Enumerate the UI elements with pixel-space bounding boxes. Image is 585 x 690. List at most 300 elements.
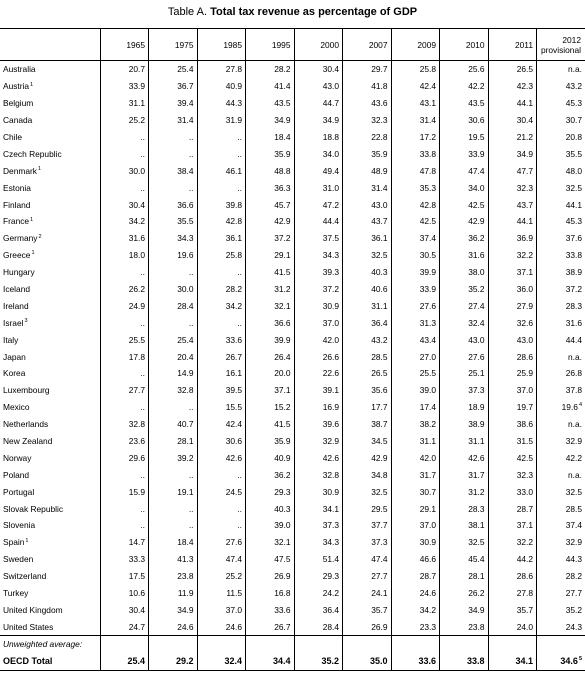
value-cell-2007: 26.9 bbox=[343, 618, 392, 635]
country-name: Japan bbox=[3, 351, 26, 362]
value-cell-2011: 43.0 bbox=[488, 331, 537, 348]
value-cell-2000: 42.6 bbox=[294, 449, 343, 466]
value-cell-2007: 26.5 bbox=[343, 365, 392, 382]
value-cell-2000: 51.4 bbox=[294, 551, 343, 568]
country-name: Luxembourg bbox=[3, 385, 50, 396]
value-cell-1985: 46.1 bbox=[197, 162, 246, 179]
value-cell-2010: 38.9 bbox=[440, 416, 489, 433]
value-cell-2000: 43.0 bbox=[294, 78, 343, 95]
value-cell-2012: 30.7 bbox=[537, 112, 585, 129]
value-cell-1995: 41.5 bbox=[246, 264, 295, 281]
value-cell-1965: 15.9 bbox=[100, 483, 149, 500]
value-cell-2009: 47.8 bbox=[391, 162, 440, 179]
value-cell-2011: 19.7 bbox=[488, 399, 537, 416]
table-row bbox=[0, 314, 585, 331]
value-cell-1985: 27.8 bbox=[197, 61, 246, 78]
value-cell-2012: 37.8 bbox=[537, 382, 585, 399]
value-cell-1995: 26.7 bbox=[246, 618, 295, 635]
footnote-marker: 1 bbox=[30, 216, 34, 223]
value-cell-1995: 16.8 bbox=[246, 585, 295, 602]
country-name: Slovenia bbox=[3, 520, 36, 531]
value-cell-1965: 17.8 bbox=[100, 348, 149, 365]
value-cell-1965: 18.0 bbox=[100, 247, 149, 264]
value-cell-2012: 32.9 bbox=[537, 534, 585, 551]
table-row bbox=[0, 348, 585, 365]
value-cell-2009: 30.7 bbox=[391, 483, 440, 500]
value-cell-2011: 27.9 bbox=[488, 297, 537, 314]
footnote-marker: 1 bbox=[37, 165, 42, 172]
value-cell-2000: 34.1 bbox=[294, 500, 343, 517]
value-cell-2012: 19.6$^4$ bbox=[537, 399, 585, 416]
table-row bbox=[0, 551, 585, 568]
value-cell-1975: .. bbox=[149, 145, 198, 162]
value-cell-2009: 38.2 bbox=[391, 416, 440, 433]
value-cell-2011: 30.4 bbox=[488, 112, 537, 129]
value-cell-1985: .. bbox=[197, 500, 246, 517]
value-cell-2011: 36.0 bbox=[488, 281, 537, 298]
value-cell-2012: 31.6 bbox=[537, 314, 585, 331]
country-name: Australia bbox=[3, 64, 36, 75]
header-row bbox=[0, 29, 585, 61]
value-cell-2009: 30.5 bbox=[391, 247, 440, 264]
value-cell-2010: 37.3 bbox=[440, 382, 489, 399]
value-cell-1995: 35.9 bbox=[246, 145, 295, 162]
value-cell-2009: 29.1 bbox=[391, 500, 440, 517]
value-cell-2010: 42.2 bbox=[440, 78, 489, 95]
value-cell-2009: 42.8 bbox=[391, 196, 440, 213]
value-cell-2010: 26.2 bbox=[440, 585, 489, 602]
value-cell-2011: 21.2 bbox=[488, 129, 537, 146]
value-cell-1965: .. bbox=[100, 466, 149, 483]
value-cell-2000: 37.5 bbox=[294, 230, 343, 247]
value-cell-2011: 32.2 bbox=[488, 534, 537, 551]
value-cell-2000: 31.0 bbox=[294, 179, 343, 196]
empty-cell bbox=[440, 636, 489, 653]
value-cell-2009: 35.3 bbox=[391, 179, 440, 196]
value-cell-2007: 40.3 bbox=[343, 264, 392, 281]
value-cell-2007: 27.7 bbox=[343, 568, 392, 585]
country-name: Hungary bbox=[3, 267, 35, 278]
value-cell-2000: 37.0 bbox=[294, 314, 343, 331]
value-cell-1965: .. bbox=[100, 517, 149, 534]
empty-cell bbox=[246, 636, 295, 653]
value-cell-1985: 39.5 bbox=[197, 382, 246, 399]
value-cell-1975: 19.6 bbox=[149, 247, 198, 264]
value-cell-2000: 42.0 bbox=[294, 331, 343, 348]
total-row bbox=[0, 652, 585, 671]
value-cell-2000: 34.0 bbox=[294, 145, 343, 162]
table-title-prefix: Table A. bbox=[167, 6, 208, 18]
value-cell-1965: .. bbox=[100, 129, 149, 146]
value-cell-2012: 20.8 bbox=[537, 129, 585, 146]
value-cell-2011: 44.2 bbox=[488, 551, 537, 568]
value-cell-2012: 28.3 bbox=[537, 297, 585, 314]
table-row bbox=[0, 534, 585, 551]
value-cell-1985: 34.2 bbox=[197, 297, 246, 314]
value-cell-1965: 33.9 bbox=[100, 78, 149, 95]
value-cell-2000: 36.4 bbox=[294, 602, 343, 619]
value-cell-2010: 35.2 bbox=[440, 281, 489, 298]
value-cell-2007: 43.6 bbox=[343, 95, 392, 112]
value-cell-2011: 43.7 bbox=[488, 196, 537, 213]
value-cell-2012: 35.2 bbox=[537, 602, 585, 619]
value-cell-2011: 35.7 bbox=[488, 602, 537, 619]
value-cell-1995: 43.5 bbox=[246, 95, 295, 112]
value-cell-1975: 19.1 bbox=[149, 483, 198, 500]
value-cell-2012: 44.4 bbox=[537, 331, 585, 348]
value-cell-1995: 47.5 bbox=[246, 551, 295, 568]
value-cell-2010: 19.5 bbox=[440, 129, 489, 146]
value-cell-2012: 32.5 bbox=[537, 483, 585, 500]
value-cell-2000: 34.9 bbox=[294, 112, 343, 129]
value-cell-2009: 25.8 bbox=[391, 61, 440, 78]
value-cell-2007: 32.5 bbox=[343, 483, 392, 500]
value-cell-2007: 31.4 bbox=[343, 179, 392, 196]
empty-cell bbox=[488, 636, 537, 653]
table-row bbox=[0, 568, 585, 585]
value-cell-2007: 29.7 bbox=[343, 61, 392, 78]
value-cell-2011: 28.6 bbox=[488, 348, 537, 365]
value-cell-2011: 47.7 bbox=[488, 162, 537, 179]
value-cell-2000: 22.6 bbox=[294, 365, 343, 382]
table-row bbox=[0, 179, 585, 196]
value-cell-2007: 31.1 bbox=[343, 297, 392, 314]
country-name: Greece$^1$ bbox=[3, 250, 35, 261]
value-cell-2012: 26.8 bbox=[537, 365, 585, 382]
value-cell-1965: 23.6 bbox=[100, 433, 149, 450]
value-cell-1965: 34.2 bbox=[100, 213, 149, 230]
value-cell-2010: 31.2 bbox=[440, 483, 489, 500]
value-cell-1975: 11.9 bbox=[149, 585, 198, 602]
table-row bbox=[0, 129, 585, 146]
value-cell-2000: 30.4 bbox=[294, 61, 343, 78]
value-cell-1995: 29.3 bbox=[246, 483, 295, 500]
value-cell-2007: 48.9 bbox=[343, 162, 392, 179]
value-cell-1985: .. bbox=[197, 145, 246, 162]
value-cell-2000: 34.3 bbox=[294, 247, 343, 264]
table-row bbox=[0, 382, 585, 399]
value-cell-2010: 33.9 bbox=[440, 145, 489, 162]
value-cell-2007: 34.5 bbox=[343, 433, 392, 450]
value-cell-2009: 27.6 bbox=[391, 297, 440, 314]
value-cell-1975: 23.8 bbox=[149, 568, 198, 585]
country-name: Spain$^1$ bbox=[3, 537, 29, 548]
value-cell-2009: 31.4 bbox=[391, 112, 440, 129]
empty-cell bbox=[391, 636, 440, 653]
column-header-2000: 2000 bbox=[294, 29, 343, 61]
value-cell-2009: 17.2 bbox=[391, 129, 440, 146]
value-cell-2009: 33.9 bbox=[391, 281, 440, 298]
value-cell-2011: 32.6 bbox=[488, 314, 537, 331]
table-row bbox=[0, 264, 585, 281]
value-cell-2010: 45.4 bbox=[440, 551, 489, 568]
value-cell-1995: 34.9 bbox=[246, 112, 295, 129]
value-cell-1985: 26.7 bbox=[197, 348, 246, 365]
value-cell-2009: 42.4 bbox=[391, 78, 440, 95]
value-cell-2012: 24.3 bbox=[537, 618, 585, 635]
value-cell-1985: 16.1 bbox=[197, 365, 246, 382]
value-cell-2012: 32.9 bbox=[537, 433, 585, 450]
table-row bbox=[0, 145, 585, 162]
value-cell-1975: .. bbox=[149, 179, 198, 196]
value-cell-2009: 31.3 bbox=[391, 314, 440, 331]
country-name: Poland bbox=[3, 469, 30, 480]
footnote-marker: 5 bbox=[578, 656, 582, 663]
empty-cell bbox=[537, 636, 585, 653]
tax-revenue-table bbox=[0, 28, 585, 671]
value-cell-2011: 24.0 bbox=[488, 618, 537, 635]
value-cell-2007: 32.5 bbox=[343, 247, 392, 264]
value-cell-2000: 39.6 bbox=[294, 416, 343, 433]
table-row bbox=[0, 585, 585, 602]
table-row bbox=[0, 466, 585, 483]
value-cell-2000: 28.4 bbox=[294, 618, 343, 635]
table-title-text: Total tax revenue as percentage of GDP bbox=[210, 6, 418, 18]
country-name: Switzerland bbox=[3, 571, 47, 582]
value-cell-2012: 33.8 bbox=[537, 247, 585, 264]
value-cell-1975: 18.4 bbox=[149, 534, 198, 551]
value-cell-2009: 17.4 bbox=[391, 399, 440, 416]
column-header-1995: 1995 bbox=[246, 29, 295, 61]
value-cell-1975: 31.4 bbox=[149, 112, 198, 129]
value-cell-2007: 35.0 bbox=[343, 652, 392, 671]
value-cell-2000: 24.2 bbox=[294, 585, 343, 602]
value-cell-1975: 20.4 bbox=[149, 348, 198, 365]
value-cell-1965: .. bbox=[100, 500, 149, 517]
value-cell-2011: 34.9 bbox=[488, 145, 537, 162]
value-cell-2007: 37.7 bbox=[343, 517, 392, 534]
table-row bbox=[0, 297, 585, 314]
value-cell-2011: 44.1 bbox=[488, 95, 537, 112]
value-cell-2009: 33.6 bbox=[391, 652, 440, 671]
table-row bbox=[0, 399, 585, 416]
table-row bbox=[0, 230, 585, 247]
value-cell-1985: .. bbox=[197, 129, 246, 146]
value-cell-1965: .. bbox=[100, 179, 149, 196]
value-cell-1975: 28.4 bbox=[149, 297, 198, 314]
value-cell-1975: 36.6 bbox=[149, 196, 198, 213]
table-row bbox=[0, 416, 585, 433]
value-cell-2000: 49.4 bbox=[294, 162, 343, 179]
value-cell-2000: 30.9 bbox=[294, 297, 343, 314]
table-row bbox=[0, 162, 585, 179]
value-cell-2011: 37.1 bbox=[488, 517, 537, 534]
value-cell-1995: 36.3 bbox=[246, 179, 295, 196]
country-name: Mexico bbox=[3, 402, 30, 413]
value-cell-1985: 33.6 bbox=[197, 331, 246, 348]
value-cell-1975: 30.0 bbox=[149, 281, 198, 298]
value-cell-2000: 26.6 bbox=[294, 348, 343, 365]
country-name: Belgium bbox=[3, 98, 34, 109]
value-cell-1995: 39.9 bbox=[246, 331, 295, 348]
value-cell-2007: 40.6 bbox=[343, 281, 392, 298]
column-header-subtitle: provisional bbox=[540, 44, 581, 55]
value-cell-2012: 44.3 bbox=[537, 551, 585, 568]
table-row bbox=[0, 433, 585, 450]
table-row bbox=[0, 618, 585, 635]
value-cell-1975: 36.7 bbox=[149, 78, 198, 95]
value-cell-2000: 39.1 bbox=[294, 382, 343, 399]
value-cell-1995: 36.2 bbox=[246, 466, 295, 483]
value-cell-1995: 40.3 bbox=[246, 500, 295, 517]
value-cell-1975: 34.3 bbox=[149, 230, 198, 247]
value-cell-1975: 35.5 bbox=[149, 213, 198, 230]
value-cell-1975: 25.4 bbox=[149, 331, 198, 348]
value-cell-2000: 37.2 bbox=[294, 281, 343, 298]
value-cell-2011: 25.9 bbox=[488, 365, 537, 382]
value-cell-2012: 37.2 bbox=[537, 281, 585, 298]
value-cell-1995: 18.4 bbox=[246, 129, 295, 146]
value-cell-1995: 35.9 bbox=[246, 433, 295, 450]
value-cell-2012: 37.6 bbox=[537, 230, 585, 247]
value-cell-2012: 27.7 bbox=[537, 585, 585, 602]
value-cell-1965: 24.9 bbox=[100, 297, 149, 314]
value-cell-1975: 28.1 bbox=[149, 433, 198, 450]
value-cell-2007: 35.7 bbox=[343, 602, 392, 619]
value-cell-2011: 28.7 bbox=[488, 500, 537, 517]
value-cell-1975: 32.8 bbox=[149, 382, 198, 399]
value-cell-1965: 24.7 bbox=[100, 618, 149, 635]
table-row bbox=[0, 112, 585, 129]
country-name: Korea bbox=[3, 368, 26, 379]
value-cell-2000: 18.8 bbox=[294, 129, 343, 146]
footnote-marker: 1 bbox=[25, 537, 29, 544]
country-name: Denmark$^1$ bbox=[3, 165, 42, 176]
value-cell-1985: .. bbox=[197, 179, 246, 196]
table-row bbox=[0, 78, 585, 95]
value-cell-1985: 30.6 bbox=[197, 433, 246, 450]
value-cell-2012: 35.5 bbox=[537, 145, 585, 162]
value-cell-1975: 25.4 bbox=[149, 61, 198, 78]
value-cell-2010: 23.8 bbox=[440, 618, 489, 635]
value-cell-1995: 31.2 bbox=[246, 281, 295, 298]
value-cell-2012: n.a. bbox=[537, 61, 585, 78]
table-body bbox=[0, 61, 585, 671]
value-cell-2007: 35.9 bbox=[343, 145, 392, 162]
value-cell-1985: 37.0 bbox=[197, 602, 246, 619]
value-cell-1995: 29.1 bbox=[246, 247, 295, 264]
column-header-2011: 2011 bbox=[488, 29, 537, 61]
value-cell-1975: 41.3 bbox=[149, 551, 198, 568]
value-cell-2007: 43.2 bbox=[343, 331, 392, 348]
value-cell-1995: 15.2 bbox=[246, 399, 295, 416]
value-cell-1965: 27.7 bbox=[100, 382, 149, 399]
empty-cell bbox=[294, 636, 343, 653]
table-row bbox=[0, 500, 585, 517]
value-cell-1975: .. bbox=[149, 500, 198, 517]
footnote-marker: 4 bbox=[578, 402, 582, 409]
table-row bbox=[0, 281, 585, 298]
value-cell-1975: .. bbox=[149, 264, 198, 281]
table-row bbox=[0, 517, 585, 534]
value-cell-2009: 39.9 bbox=[391, 264, 440, 281]
value-cell-2010: 31.7 bbox=[440, 466, 489, 483]
value-cell-1965: 26.2 bbox=[100, 281, 149, 298]
value-cell-2007: 24.1 bbox=[343, 585, 392, 602]
country-name: Israel$^3$ bbox=[3, 317, 28, 328]
table-row bbox=[0, 247, 585, 264]
value-cell-2012: n.a. bbox=[537, 416, 585, 433]
header-country-column bbox=[0, 29, 100, 61]
value-cell-2011: 36.9 bbox=[488, 230, 537, 247]
value-cell-2000: 32.9 bbox=[294, 433, 343, 450]
value-cell-2000: 37.3 bbox=[294, 517, 343, 534]
value-cell-2009: 28.7 bbox=[391, 568, 440, 585]
value-cell-2011: 32.3 bbox=[488, 466, 537, 483]
value-cell-1985: 15.5 bbox=[197, 399, 246, 416]
value-cell-2009: 42.5 bbox=[391, 213, 440, 230]
country-name: Italy bbox=[3, 334, 19, 345]
value-cell-1985: 47.4 bbox=[197, 551, 246, 568]
value-cell-1975: 29.2 bbox=[149, 652, 198, 671]
value-cell-1975: .. bbox=[149, 314, 198, 331]
value-cell-1995: 37.2 bbox=[246, 230, 295, 247]
value-cell-2010: 28.1 bbox=[440, 568, 489, 585]
value-cell-1985: 25.8 bbox=[197, 247, 246, 264]
value-cell-1965: 29.6 bbox=[100, 449, 149, 466]
value-cell-2000: 32.8 bbox=[294, 466, 343, 483]
value-cell-2011: 26.5 bbox=[488, 61, 537, 78]
table-row bbox=[0, 95, 585, 112]
value-cell-1965: 31.6 bbox=[100, 230, 149, 247]
value-cell-1965: .. bbox=[100, 145, 149, 162]
value-cell-2011: 32.2 bbox=[488, 247, 537, 264]
value-cell-1975: 24.6 bbox=[149, 618, 198, 635]
value-cell-1975: 40.7 bbox=[149, 416, 198, 433]
value-cell-2009: 42.0 bbox=[391, 449, 440, 466]
value-cell-2000: 39.3 bbox=[294, 264, 343, 281]
value-cell-2011: 31.5 bbox=[488, 433, 537, 450]
value-cell-1965: 32.8 bbox=[100, 416, 149, 433]
value-cell-2010: 34.9 bbox=[440, 602, 489, 619]
value-cell-2007: 35.6 bbox=[343, 382, 392, 399]
value-cell-1985: 24.5 bbox=[197, 483, 246, 500]
value-cell-2011: 28.6 bbox=[488, 568, 537, 585]
value-cell-2009: 39.0 bbox=[391, 382, 440, 399]
value-cell-2012: 34.6$^5$ bbox=[537, 652, 585, 671]
column-header-2009: 2009 bbox=[391, 29, 440, 61]
value-cell-2009: 33.8 bbox=[391, 145, 440, 162]
value-cell-2009: 25.5 bbox=[391, 365, 440, 382]
value-cell-1975: 39.4 bbox=[149, 95, 198, 112]
value-cell-2012: 32.5 bbox=[537, 179, 585, 196]
value-cell-1985: 31.9 bbox=[197, 112, 246, 129]
value-cell-2009: 43.4 bbox=[391, 331, 440, 348]
value-cell-2000: 35.2 bbox=[294, 652, 343, 671]
value-cell-2010: 28.3 bbox=[440, 500, 489, 517]
footnote-marker: 1 bbox=[31, 250, 35, 257]
country-name: France$^1$ bbox=[3, 216, 34, 227]
footnote-marker: 2 bbox=[38, 233, 42, 240]
value-cell-2010: 34.0 bbox=[440, 179, 489, 196]
value-cell-1965: 30.4 bbox=[100, 196, 149, 213]
value-cell-2009: 24.6 bbox=[391, 585, 440, 602]
value-cell-2009: 31.1 bbox=[391, 433, 440, 450]
value-cell-2011: 38.6 bbox=[488, 416, 537, 433]
column-header-1965: 1965 bbox=[100, 29, 149, 61]
value-cell-1985: 36.1 bbox=[197, 230, 246, 247]
value-cell-2009: 46.6 bbox=[391, 551, 440, 568]
value-cell-2010: 36.2 bbox=[440, 230, 489, 247]
value-cell-1965: 20.7 bbox=[100, 61, 149, 78]
value-cell-2010: 32.5 bbox=[440, 534, 489, 551]
column-header-2012 bbox=[537, 29, 585, 61]
value-cell-2009: 31.7 bbox=[391, 466, 440, 483]
value-cell-2012: 28.2 bbox=[537, 568, 585, 585]
value-cell-1995: 26.9 bbox=[246, 568, 295, 585]
table-row bbox=[0, 483, 585, 500]
value-cell-2000: 34.3 bbox=[294, 534, 343, 551]
